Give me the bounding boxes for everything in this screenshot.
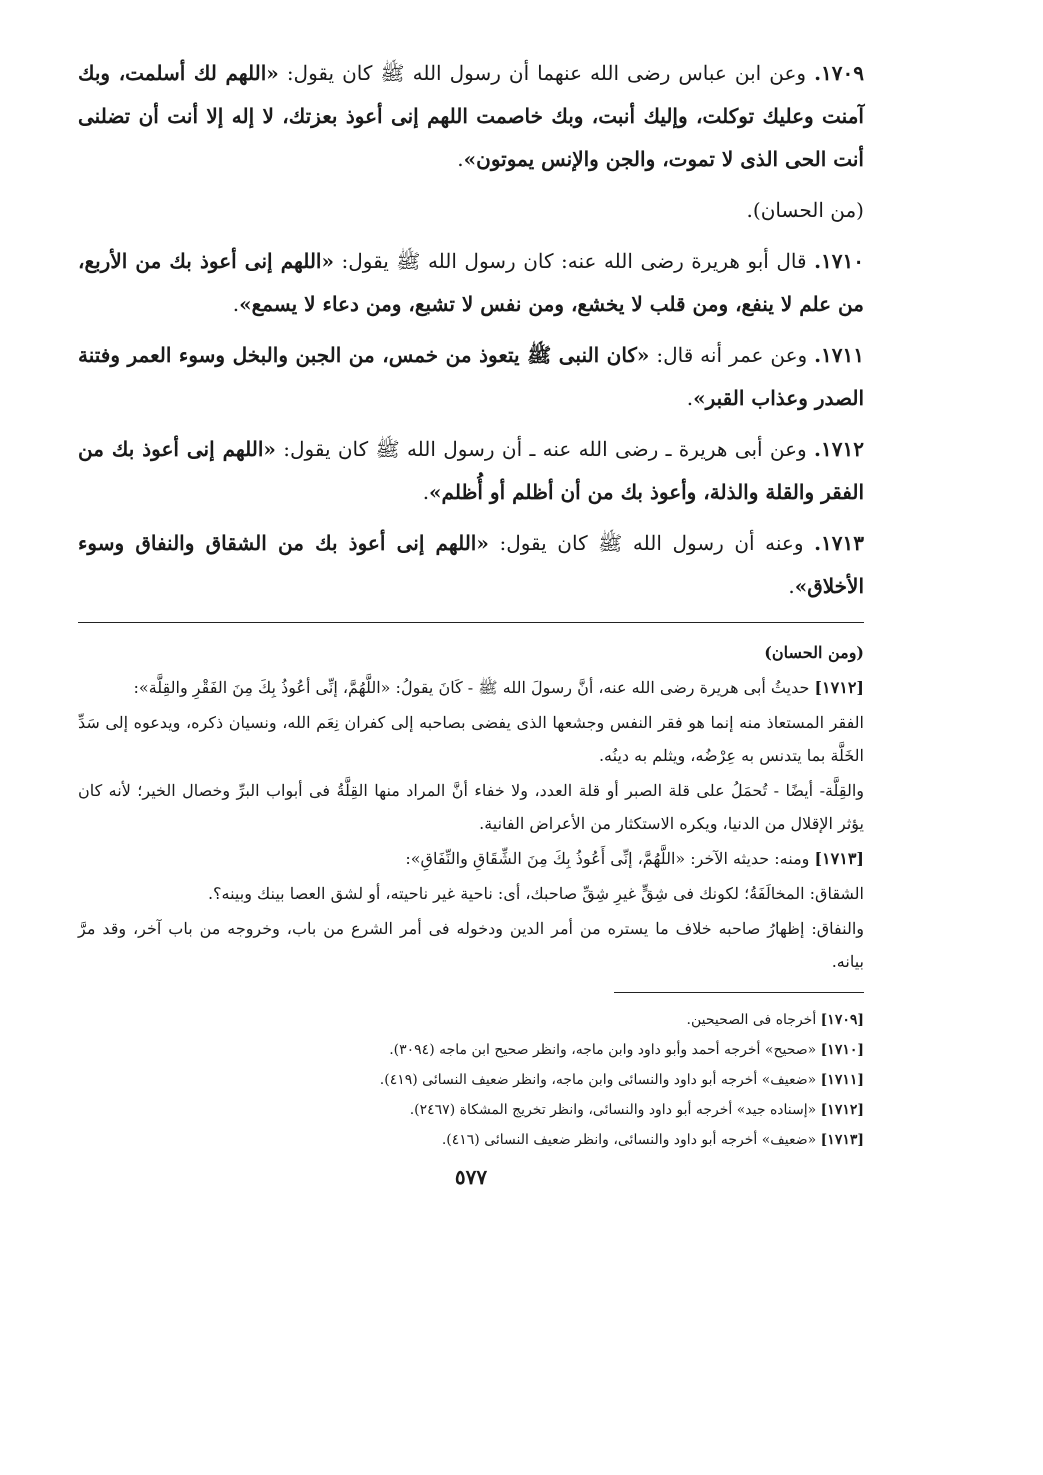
commentary-paragraph — [78, 706, 864, 772]
commentary-paragraph — [78, 912, 864, 978]
hadith-intro: قال أبو هريرة رضى الله عنه: كان رسول الله ﷺ يقول: — [341, 249, 807, 273]
hadith-intro: وعن ابن عباس رضى الله عنهما أن رسول الله ﷺ كان يقول: — [286, 61, 807, 85]
hadith-intro: وعن أبى هريرة ـ رضى الله عنه ـ أن رسول الله ﷺ كان يقول: — [283, 437, 807, 461]
footnote-number: [١٧٠٩] — [820, 1012, 864, 1028]
footnote-text: «صحيح» أخرجه أحمد وأبو داود وابن ماجه، وانظر صحيح ابن ماجه (٣٠٩٤). — [389, 1042, 817, 1058]
hadith-1709 — [78, 52, 864, 181]
hadith-quote: «كان النبى ﷺ يتعوذ من خمس، من الجبن والبخل وسوء العمر وفتنة الصدر وعذاب القبر» — [78, 343, 864, 410]
hadith-1712 — [78, 428, 864, 514]
commentary-text: حديثُ أبى هريرة رضى الله عنه، أنَّ رسولَ الله ﷺ - كَانَ يقولُ: «اللَّهُمَّ، إنِّى أعُوذُ بِكَ مِنَ الفَقْرِ والقِلَّة»: — [133, 678, 810, 697]
hadith-1713 — [78, 522, 864, 608]
hadith-end: . — [422, 480, 430, 504]
commentary-text: الفقر المستعاذ منه إنما هو فقر النفس وجشعها الذى يفضى بصاحبه إلى كفران نِعَم الله، ونسيان ذكره، ويدعوه إلى سَدِّ الخَلَّة بما يتدنس به عِرْضُه، ويثلم به دينُه. — [78, 713, 864, 765]
footnote-text: «إسناده جيد» أخرجه أبو داود والنسائى، وانظر تخريج المشكاة (٢٤٦٧). — [409, 1102, 817, 1118]
footnote — [78, 1065, 864, 1095]
commentary-paragraph — [78, 671, 864, 704]
hadith-intro: وعن عمر أنه قال: — [656, 343, 808, 367]
footnote-text: «ضعيف» أخرجه أبو داود والنسائى، وانظر ضعيف النسائى (٤١٦). — [441, 1132, 817, 1148]
footnote-number: [١٧١١] — [820, 1072, 864, 1088]
footnote-number: [١٧١٣] — [820, 1132, 864, 1148]
hadith-quote: «اللهم إنى أعوذ بك من الشقاق والنفاق وسوء الأخلاق» — [78, 531, 864, 598]
hadith-end: . — [457, 147, 464, 171]
footnote — [78, 1125, 864, 1155]
footnote — [78, 1035, 864, 1065]
footnote — [78, 1095, 864, 1125]
hadith-quote: «اللهم إنى أعوذ بك من الأربع، من علم لا ينفع، ومن قلب لا يخشع، ومن نفس لا تشبع، ومن دعاء لا يسمع» — [78, 249, 864, 316]
footnote-number: [١٧١٠] — [820, 1042, 864, 1058]
commentary-text: الشقاق: المخالَفَةُ؛ لكونك فى شِقٍّ غيرِ شِقِّ صاحبك، أى: ناحية غير ناحيته، أو لشق العصا بينك وبينه؟. — [207, 884, 864, 903]
hadith-end: . — [686, 386, 694, 410]
commentary-title: (ومن الحسان) — [764, 643, 864, 662]
hadith-1711 — [78, 334, 864, 420]
footnote-number: [١٧١٢] — [820, 1102, 864, 1118]
hadith-intro: وعنه أن رسول الله ﷺ كان يقول: — [499, 531, 804, 555]
hadith-end: . — [232, 292, 240, 316]
commentary-text: ومنه: حديثه الآخر: «اللَّهُمَّ، إنِّى أَعُوذُ بِكَ مِنَ الشِّقَاقِ والنِّفَاقِ»: — [405, 849, 810, 868]
commentary-number: [١٧١٣] — [814, 849, 864, 868]
footnote-text: «ضعيف» أخرجه أبو داود والنسائى وابن ماجه، وانظر ضعيف النسائى (٤١٩). — [379, 1072, 817, 1088]
commentary-text: والنفاق: إظهارُ صاحبه خلاف ما يستره من أمر الدين ودخوله فى أمر الشرع من باب، وخروجه من باب آخر، وقد مرَّ بيانه. — [78, 919, 864, 971]
hadith-number: ١٧٠٩. — [814, 61, 864, 85]
commentary-paragraph — [78, 842, 864, 875]
footnote-text: أخرجاه فى الصحيحين. — [686, 1012, 817, 1028]
hadith-grade: (من الحسان). — [746, 198, 864, 222]
hadith-number: ١٧١١. — [814, 343, 865, 367]
footnote — [78, 1005, 864, 1035]
page-body — [78, 52, 864, 1189]
commentary-text: والقِلَّة- أيضًا - تُحمَلُ على قلة الصبر أو قلة العدد، ولا خفاء أنَّ المراد منها القِلَّةُ فى أبواب البرِّ وخصال الخير؛ لأنه كان يؤثر الإقلال من الدنيا، ويكره الاستكثار من الأعراض الفانية. — [78, 781, 864, 833]
main-divider — [78, 622, 864, 623]
commentary-paragraph — [78, 774, 864, 840]
page-number: ٥٧٧ — [454, 1165, 488, 1189]
hadith-number: ١٧١٠. — [814, 249, 864, 273]
hadith-number: ١٧١٣. — [814, 531, 865, 555]
hadith-1710 — [78, 240, 864, 326]
hadith-end: . — [788, 574, 795, 598]
hadith-number: ١٧١٢. — [814, 437, 864, 461]
commentary-paragraph — [78, 877, 864, 910]
hadith-quote: «اللهم إنى أعوذ بك من الفقر والقلة والذلة، وأعوذ بك من أن أظلم أو أُظلم» — [78, 437, 864, 504]
commentary-number: [١٧١٢] — [814, 678, 864, 697]
hadith-quote: «اللهم لك أسلمت، وبك آمنت وعليك توكلت، وإليك أنبت، وبك خاصمت اللهم إنى أعوذ بعزتك، لا إله إلا أنت أن تضلنى أنت الحى الذى لا تموت، والجن والإنس يموتون» — [78, 61, 864, 171]
footnotes-divider — [614, 992, 864, 993]
